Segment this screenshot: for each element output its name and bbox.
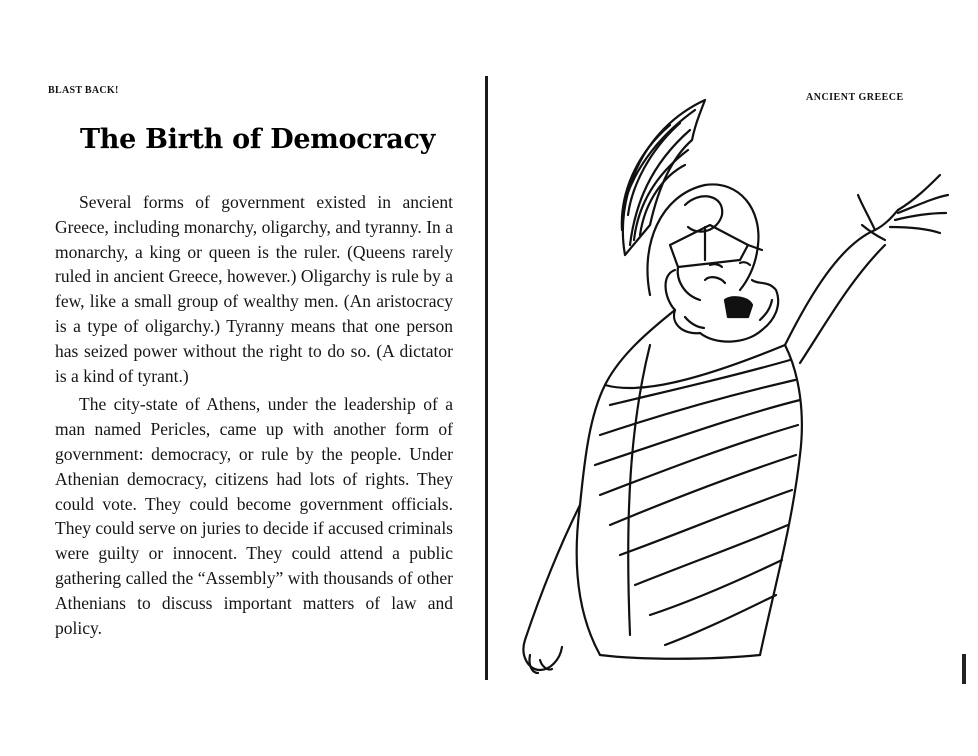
raised-arm	[785, 175, 948, 363]
toga	[577, 310, 802, 659]
face	[666, 262, 779, 341]
page-gutter	[485, 76, 488, 680]
running-head-left: BLAST BACK!	[48, 85, 119, 96]
lower-hand	[523, 505, 580, 673]
paragraph-1: Several forms of government existed in ancient Greece, including monarchy, oligarchy, and tyranny. In a monarchy, a king or queen is the ruler. (Queens rarely ruled in ancient Greece, however.) Oligarchy is rule by a few, like a small group of wealthy men. (An aristocracy is a type of oligarchy.) Tyranny means that one person has seized power without the right to do so. (A dictator is a kind of tyrant.)	[55, 192, 453, 386]
helmet-crest	[622, 100, 705, 255]
page-title: The Birth of Democracy	[80, 124, 435, 155]
greek-orator-icon	[500, 95, 960, 685]
article-body	[55, 190, 453, 644]
paragraph-2: The city-state of Athens, under the leadership of a man named Pericles, came up with another form of government: democracy, or rule by the people. Under Athenian democracy, citizens had lots of rights. They could vote. They could become government officials. They could serve on juries to decide if accused criminals were guilty or innocent. They could attend a public gathering called the “Assembly” with thousands of other Athenians to discuss important matters of law and policy.	[55, 394, 453, 638]
helmet	[647, 184, 762, 295]
page-edge-mark	[962, 654, 966, 684]
running-head-right: ANCIENT GREECE	[806, 92, 904, 103]
